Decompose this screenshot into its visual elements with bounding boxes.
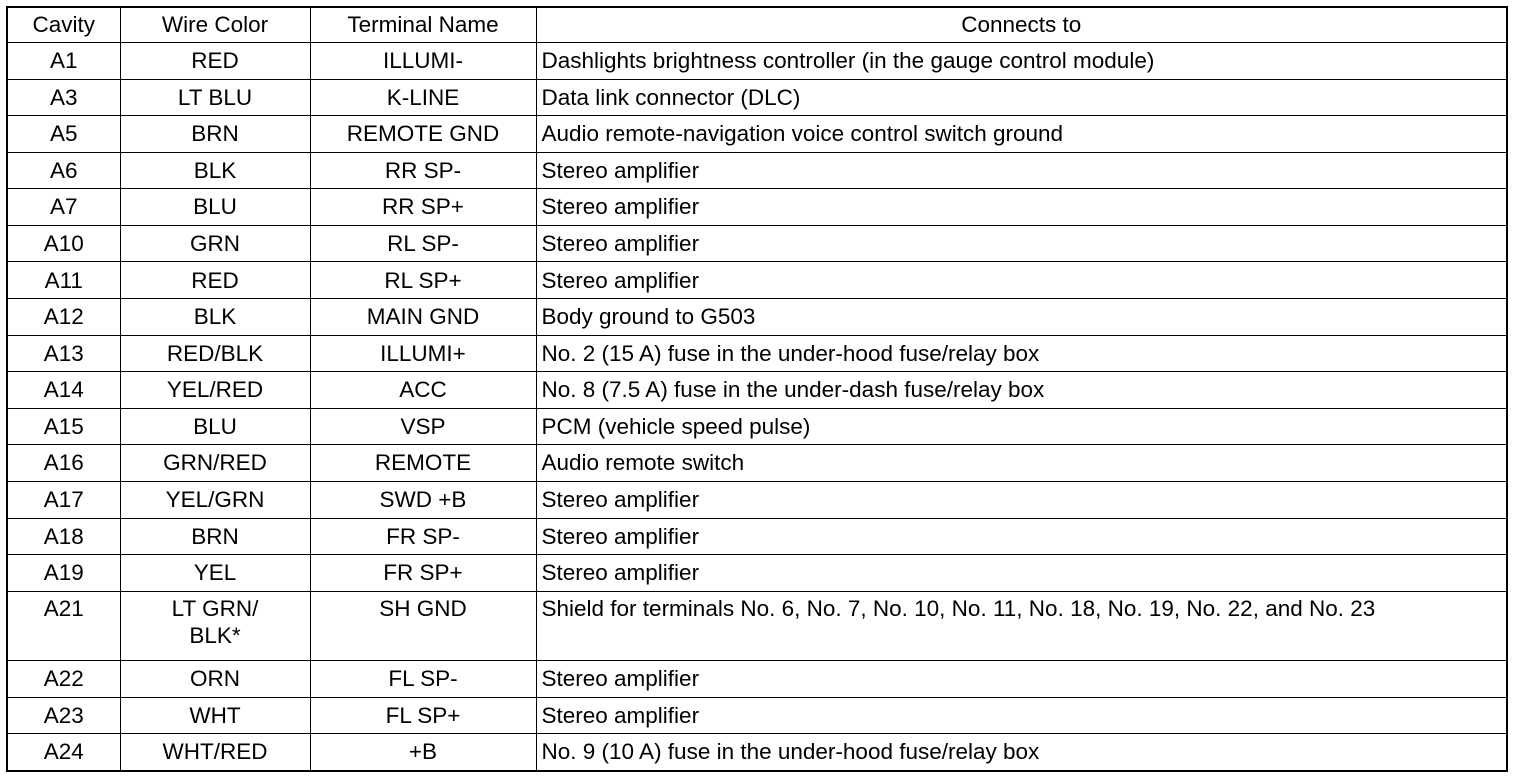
cavity-cell: A13 bbox=[8, 335, 120, 372]
wire-color-cell: RED bbox=[120, 262, 310, 299]
terminal-name-cell: ILLUMI+ bbox=[310, 335, 536, 372]
wire-color-cell: GRN/RED bbox=[120, 445, 310, 482]
connects-to-cell: Stereo amplifier bbox=[536, 152, 1506, 189]
connects-to-cell: Stereo amplifier bbox=[536, 697, 1506, 734]
terminal-name-cell: FL SP- bbox=[310, 661, 536, 698]
cavity-cell: A22 bbox=[8, 661, 120, 698]
wire-color-cell: WHT/RED bbox=[120, 734, 310, 770]
terminal-name-cell: ACC bbox=[310, 372, 536, 409]
connects-to-cell: Stereo amplifier bbox=[536, 225, 1506, 262]
terminal-name-cell: REMOTE bbox=[310, 445, 536, 482]
table-row bbox=[8, 481, 1506, 518]
wire-color-cell: LT GRN/ BLK* bbox=[120, 591, 310, 660]
table-row bbox=[8, 262, 1506, 299]
cavity-cell: A14 bbox=[8, 372, 120, 409]
wire-color-cell: BRN bbox=[120, 518, 310, 555]
terminal-name-cell: FL SP+ bbox=[310, 697, 536, 734]
table-row bbox=[8, 116, 1506, 153]
table-row bbox=[8, 408, 1506, 445]
wire-color-cell: YEL/RED bbox=[120, 372, 310, 409]
table-row bbox=[8, 661, 1506, 698]
cavity-cell: A23 bbox=[8, 697, 120, 734]
cavity-cell: A5 bbox=[8, 116, 120, 153]
cavity-cell: A7 bbox=[8, 189, 120, 226]
table-row bbox=[8, 697, 1506, 734]
terminal-name-cell: MAIN GND bbox=[310, 299, 536, 336]
terminal-name-cell: VSP bbox=[310, 408, 536, 445]
wire-color-cell: YEL bbox=[120, 555, 310, 592]
terminal-name-cell: RL SP- bbox=[310, 225, 536, 262]
table-row bbox=[8, 372, 1506, 409]
cavity-cell: A19 bbox=[8, 555, 120, 592]
terminal-name-cell: ILLUMI- bbox=[310, 43, 536, 80]
terminal-name-cell: RR SP- bbox=[310, 152, 536, 189]
connects-to-cell: Stereo amplifier bbox=[536, 518, 1506, 555]
cavity-cell: A15 bbox=[8, 408, 120, 445]
wire-color-cell: YEL/GRN bbox=[120, 481, 310, 518]
terminal-name-cell: RL SP+ bbox=[310, 262, 536, 299]
terminal-name-cell: FR SP+ bbox=[310, 555, 536, 592]
cavity-cell: A11 bbox=[8, 262, 120, 299]
table-row bbox=[8, 225, 1506, 262]
table-header-row bbox=[8, 8, 1506, 43]
cavity-cell: A21 bbox=[8, 591, 120, 660]
table-row bbox=[8, 299, 1506, 336]
header-cavity: Cavity bbox=[8, 8, 120, 43]
connects-to-cell: Stereo amplifier bbox=[536, 555, 1506, 592]
cavity-cell: A3 bbox=[8, 79, 120, 116]
header-connects-to: Connects to bbox=[536, 8, 1506, 43]
terminal-name-cell: SH GND bbox=[310, 591, 536, 660]
connects-to-cell: No. 2 (15 A) fuse in the under-hood fuse/relay box bbox=[536, 335, 1506, 372]
cavity-cell: A18 bbox=[8, 518, 120, 555]
table-row bbox=[8, 445, 1506, 482]
table-row bbox=[8, 335, 1506, 372]
cavity-cell: A17 bbox=[8, 481, 120, 518]
table-row bbox=[8, 43, 1506, 80]
cavity-cell: A1 bbox=[8, 43, 120, 80]
connects-to-cell: Stereo amplifier bbox=[536, 189, 1506, 226]
wire-color-cell: BLU bbox=[120, 189, 310, 226]
connects-to-cell: Stereo amplifier bbox=[536, 262, 1506, 299]
terminal-name-cell: SWD +B bbox=[310, 481, 536, 518]
connector-pinout-sheet bbox=[6, 6, 1508, 772]
connects-to-cell: No. 8 (7.5 A) fuse in the under-dash fuse/relay box bbox=[536, 372, 1506, 409]
cavity-cell: A12 bbox=[8, 299, 120, 336]
table-row bbox=[8, 189, 1506, 226]
terminal-name-cell: K-LINE bbox=[310, 79, 536, 116]
cavity-cell: A16 bbox=[8, 445, 120, 482]
table-row bbox=[8, 591, 1506, 660]
table-row bbox=[8, 79, 1506, 116]
connects-to-cell: Stereo amplifier bbox=[536, 661, 1506, 698]
connects-to-cell: Audio remote-navigation voice control switch ground bbox=[536, 116, 1506, 153]
wire-color-cell: RED/BLK bbox=[120, 335, 310, 372]
connects-to-cell: Stereo amplifier bbox=[536, 481, 1506, 518]
wire-color-cell: GRN bbox=[120, 225, 310, 262]
wire-color-cell: BRN bbox=[120, 116, 310, 153]
wire-color-cell: BLK bbox=[120, 152, 310, 189]
header-terminal-name: Terminal Name bbox=[310, 8, 536, 43]
terminal-name-cell: REMOTE GND bbox=[310, 116, 536, 153]
connects-to-cell: No. 9 (10 A) fuse in the under-hood fuse/relay box bbox=[536, 734, 1506, 770]
cavity-cell: A6 bbox=[8, 152, 120, 189]
connector-pinout-table bbox=[8, 8, 1506, 770]
connects-to-cell: Data link connector (DLC) bbox=[536, 79, 1506, 116]
header-wire-color: Wire Color bbox=[120, 8, 310, 43]
wire-color-cell: ORN bbox=[120, 661, 310, 698]
connects-to-cell: Body ground to G503 bbox=[536, 299, 1506, 336]
wire-color-cell: LT BLU bbox=[120, 79, 310, 116]
terminal-name-cell: RR SP+ bbox=[310, 189, 536, 226]
wire-color-cell: BLK bbox=[120, 299, 310, 336]
terminal-name-cell: +B bbox=[310, 734, 536, 770]
wire-color-cell: BLU bbox=[120, 408, 310, 445]
connects-to-cell: Dashlights brightness controller (in the gauge control module) bbox=[536, 43, 1506, 80]
table-row bbox=[8, 555, 1506, 592]
wire-color-cell: WHT bbox=[120, 697, 310, 734]
connects-to-cell: Shield for terminals No. 6, No. 7, No. 10, No. 11, No. 18, No. 19, No. 22, and No. 23 bbox=[536, 591, 1506, 660]
table-row bbox=[8, 734, 1506, 770]
cavity-cell: A24 bbox=[8, 734, 120, 770]
table-row bbox=[8, 518, 1506, 555]
terminal-name-cell: FR SP- bbox=[310, 518, 536, 555]
table-row bbox=[8, 152, 1506, 189]
cavity-cell: A10 bbox=[8, 225, 120, 262]
connects-to-cell: Audio remote switch bbox=[536, 445, 1506, 482]
connects-to-cell: PCM (vehicle speed pulse) bbox=[536, 408, 1506, 445]
wire-color-cell: RED bbox=[120, 43, 310, 80]
